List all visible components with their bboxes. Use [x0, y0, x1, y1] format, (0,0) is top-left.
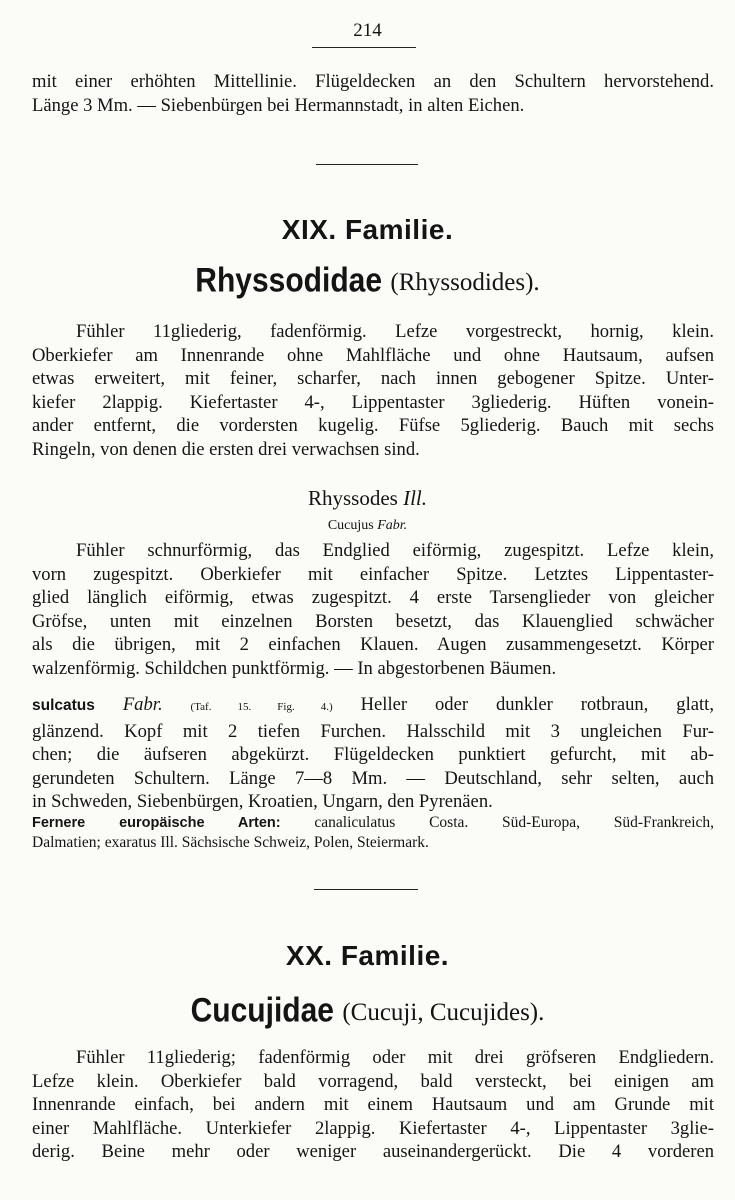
species-author: Fabr.: [122, 694, 163, 715]
species-text: Heller oder dunkler rotbraun, glatt,: [360, 694, 714, 715]
text-line: Fühler 11gliederig; fadenförmig oder mit drei gröfseren Endgliedern.: [76, 1047, 714, 1068]
text-line: walzenförmig. Schildchen punktförmig. — In abgestorbenen Bäumen.: [32, 657, 557, 679]
family-20-description: [32, 1046, 714, 1164]
further-species-text: canaliculatus Costa. Süd-Europa, Süd-Frankreich,: [314, 814, 715, 831]
text-line: gerundeten Schultern. Länge 7—8 Mm. — Deutschland, sehr selten, auch: [32, 767, 714, 789]
text-line: kiefer 2lappig. Kiefertaster 4-, Lippentaster 3gliederig. Hüften vonein-: [32, 391, 714, 413]
synonym-name: Cucujus: [327, 518, 374, 533]
genus-synonym: [0, 518, 735, 534]
family-20-alt-name: (Cucuji, Cucujides).: [342, 999, 545, 1026]
text-line: Länge 3 Mm. — Siebenbürgen bei Hermannstadt, in alten Eichen.: [32, 94, 525, 116]
text-line: derig. Beine mehr oder weniger auseinandergerückt. Die 4 vorderen: [32, 1141, 714, 1163]
section-divider: [316, 164, 418, 165]
text-line: Dalmatien; exaratus Ill. Sächsische Schweiz, Polen, Steiermark.: [32, 834, 429, 851]
genus-description: [32, 539, 714, 681]
species-first-line: [32, 693, 714, 720]
text-line: etwas erweitert, mit feiner, scharfer, nach innen gebogener Spitze. Unter-: [32, 368, 714, 390]
genus-author: Ill.: [403, 486, 428, 510]
text-line: chen; die äufseren abgekürzt. Flügeldecken punktiert gefurcht, mit ab-: [32, 744, 714, 766]
family-19-latin-name: Rhyssodidae: [195, 261, 383, 300]
family-19-description: [32, 320, 714, 462]
genus-heading: [0, 486, 735, 511]
family-20-name: [0, 991, 735, 1030]
top-paragraph: [32, 70, 714, 117]
further-species: [32, 813, 714, 852]
synonym-author: Fabr.: [377, 518, 408, 533]
further-species-label: Fernere europäische Arten:: [32, 815, 281, 831]
text-line: als die übrigen, mit 2 einfachen Klauen. Augen zusammengesetzt. Körper: [32, 634, 714, 656]
family-20-number: XX. Familie.: [285, 940, 450, 971]
text-line: glänzend. Kopf mit 2 tiefen Furchen. Halsschild mit 3 ungleichen Fur-: [32, 720, 714, 742]
figure-reference: (Taf. 15. Fig. 4.): [190, 701, 333, 713]
header-rule: [312, 47, 416, 48]
text-line: Fühler schnurförmig, das Endglied eiförmig, zugespitzt. Lefze klein,: [76, 540, 714, 561]
page-number: 214: [353, 20, 382, 41]
family-20-latin-name: Cucujidae: [190, 991, 334, 1030]
text-line: ander entfernt, die vordersten kugelig. Füfse 5gliederig. Bauch mit sechs: [32, 415, 714, 437]
text-line: einer Mahlfläche. Unterkiefer 2lappig. Kiefertaster 4-, Lippentaster 3glie-: [32, 1117, 714, 1139]
text-line: Gröfse, unten mit einzelnen Borsten besetzt, das Klauenglied schwächer: [32, 610, 714, 632]
further-species-first-line: [32, 813, 714, 833]
family-19-name: [0, 261, 735, 300]
text-line: glied länglich eiförmig, etwas zugespitzt. 4 erste Tarsenglieder von gleicher: [32, 587, 714, 609]
text-line: Innenrande einfach, bei andern mit einem Hautsaum und am Grunde mit: [32, 1094, 714, 1116]
genus-name: Rhyssodes: [307, 486, 398, 510]
text-line: Lefze klein. Oberkiefer bald vorragend, bald versteckt, bei einigen am: [32, 1070, 714, 1092]
family-19-alt-name: (Rhyssodides).: [390, 269, 540, 296]
text-line: Oberkiefer am Innenrande ohne Mahlfläche und ohne Hautsaum, aufsen: [32, 344, 714, 366]
species-name: sulcatus: [32, 697, 95, 714]
species-entry: [32, 693, 714, 814]
text-line: mit einer erhöhten Mittellinie. Flügeldecken an den Schultern hervorstehend.: [32, 71, 714, 92]
text-line: vorn zugespitzt. Oberkiefer mit einfacher Spitze. Letztes Lippentaster-: [32, 563, 714, 585]
text-line: in Schweden, Siebenbürgen, Kroatien, Ungarn, den Pyrenäen.: [32, 791, 493, 813]
family-19-number: XIX. Familie.: [281, 214, 454, 245]
text-line: Ringeln, von denen die ersten drei verwachsen sind.: [32, 438, 420, 460]
section-divider: [314, 889, 418, 890]
text-line: Fühler 11gliederig, fadenförmig. Lefze vorgestreckt, hornig, klein.: [76, 321, 714, 342]
